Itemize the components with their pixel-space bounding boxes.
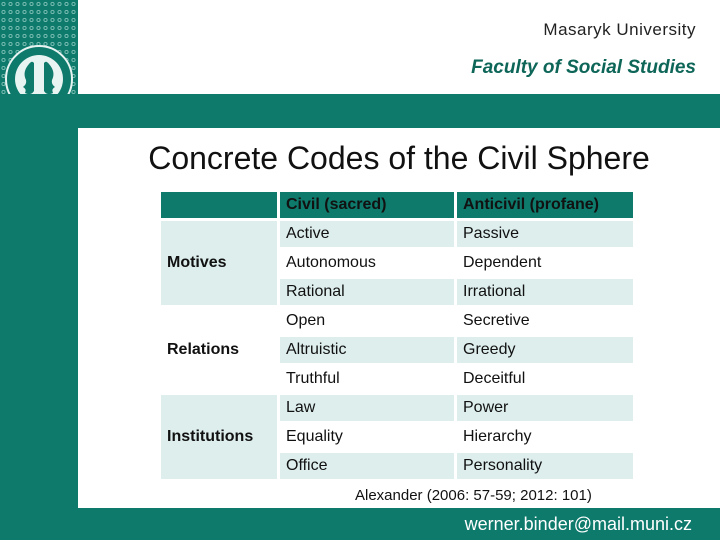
slide-title-wrap [0,140,720,177]
anticivil-cell: Deceitful [457,366,633,392]
faculty-name: Faculty of Social Studies [471,57,696,78]
anticivil-cell: Dependent [457,250,633,276]
codes-table [158,189,636,482]
civil-cell: Law [280,395,454,421]
civil-cell: Altruistic [280,337,454,363]
table-header-row [161,192,633,218]
anticivil-cell: Passive [457,221,633,247]
anticivil-cell: Hierarchy [457,424,633,450]
citation: Alexander (2006: 57-59; 2012: 101) [355,487,592,504]
anticivil-cell: Irrational [457,279,633,305]
table-header-blank [161,192,277,218]
civil-cell: Active [280,221,454,247]
left-teal-band [0,128,78,508]
table-row [161,308,633,334]
civil-cell: Truthful [280,366,454,392]
table-row [161,221,633,247]
civil-cell: Equality [280,424,454,450]
category-cell: Institutions [161,395,277,479]
anticivil-cell: Personality [457,453,633,479]
civil-cell: Office [280,453,454,479]
civil-cell: Rational [280,279,454,305]
table-header-anticivil: Anticivil (profane) [457,192,633,218]
category-cell: Motives [161,221,277,305]
university-name: Masaryk University [543,20,696,39]
slide-title: Concrete Codes of the Civil Sphere [148,140,650,176]
anticivil-cell: Power [457,395,633,421]
top-teal-band [0,94,720,128]
anticivil-cell: Secretive [457,308,633,334]
table-row [161,395,633,421]
table-header-civil: Civil (sacred) [280,192,454,218]
category-cell: Relations [161,308,277,392]
civil-cell: Autonomous [280,250,454,276]
civil-cell: Open [280,308,454,334]
anticivil-cell: Greedy [457,337,633,363]
author-email: werner.binder@mail.muni.cz [464,514,692,534]
